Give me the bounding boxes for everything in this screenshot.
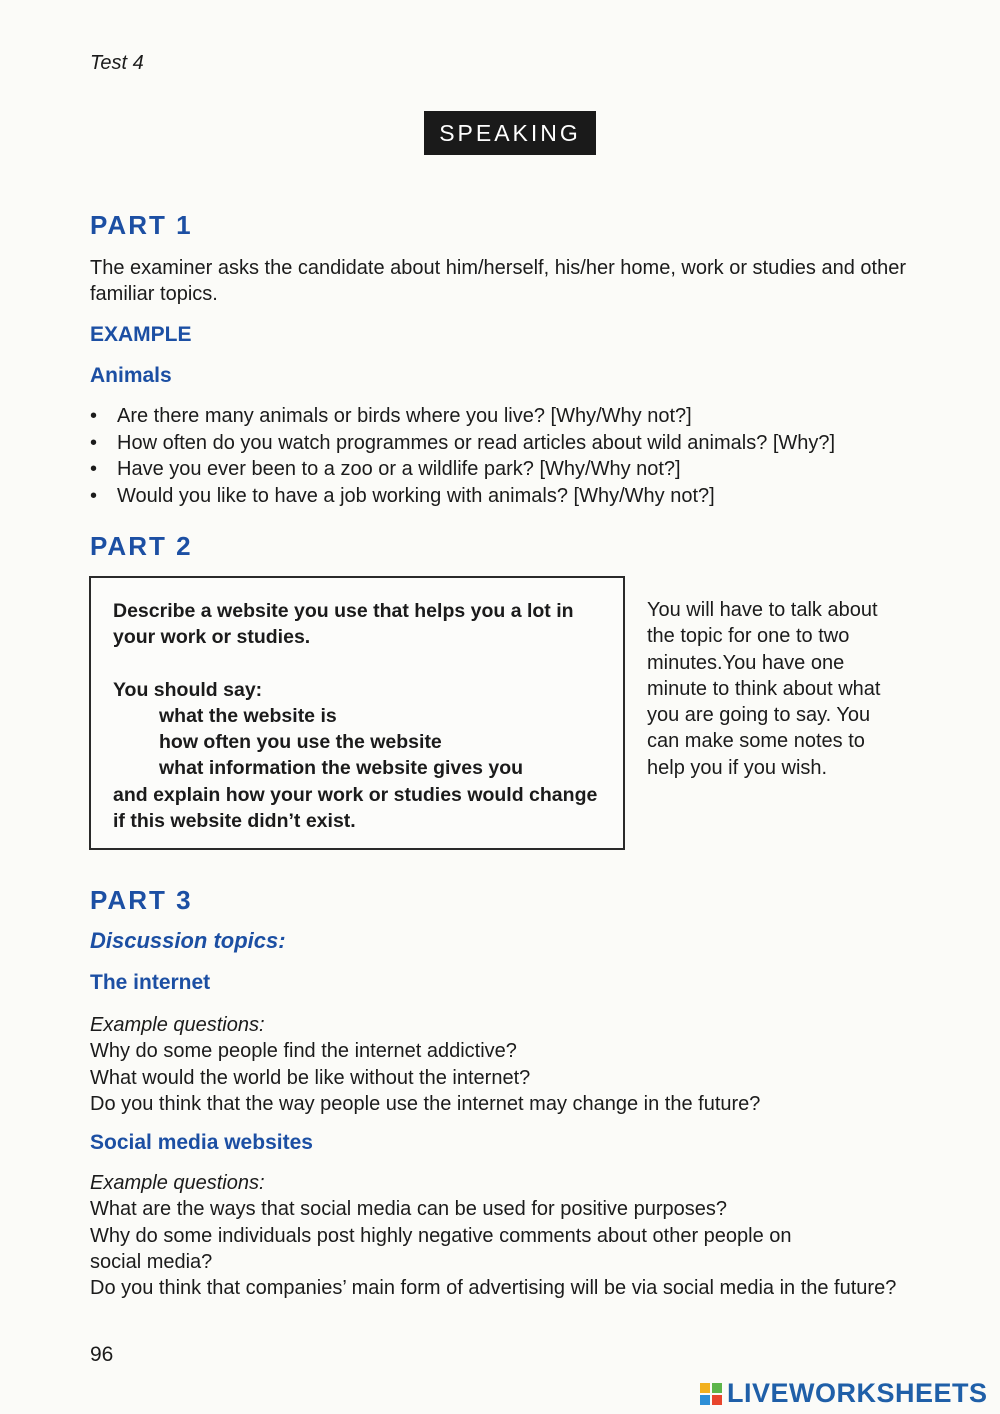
logo-square	[700, 1395, 710, 1405]
logo-square	[700, 1383, 710, 1393]
part-1-intro: The examiner asks the candidate about him/herself, his/her home, work or studies and other familiar topics.	[90, 257, 906, 305]
example-questions-label: Example questions:	[90, 1172, 265, 1194]
logo-text: LIVEWORKSHEETS	[727, 1378, 988, 1408]
social-media-questions	[90, 1170, 950, 1301]
discussion-question: What would the world be like without the internet?	[90, 1066, 531, 1089]
part-3-heading: PART 3	[90, 885, 193, 915]
discussion-question: Do you think that companies’ main form of advertising will be via social media in the future?	[90, 1277, 897, 1300]
list-item: • Would you like to have a job working with animals? [Why/Why not?]	[90, 483, 835, 510]
cue-card-task: Describe a website you use that helps you a lot in your work or studies.	[113, 600, 574, 649]
discussion-topics-label: Discussion topics:	[90, 928, 286, 953]
discussion-question: Why do some people find the internet addictive?	[90, 1040, 517, 1063]
cue-card	[89, 576, 625, 850]
cue-card-point: what the website is	[159, 704, 337, 727]
cue-card-should-say: You should say:	[113, 678, 263, 701]
part-1-heading: PART 1	[90, 210, 193, 240]
part-2-heading: PART 2	[90, 531, 193, 561]
list-item: • Have you ever been to a zoo or a wildlife park? [Why/Why not?]	[90, 456, 835, 483]
example-questions-label: Example questions:	[90, 1014, 265, 1036]
running-header: Test 4	[90, 52, 144, 74]
internet-questions	[90, 1012, 950, 1117]
discussion-question: Do you think that the way people use the internet may change in the future?	[90, 1092, 761, 1115]
cue-card-point: how often you use the website	[159, 731, 442, 754]
topic-heading-social-media: Social media websites	[90, 1131, 313, 1154]
example-label: EXAMPLE	[90, 323, 192, 346]
section-banner: SPEAKING	[424, 111, 596, 155]
part-1-question-list	[90, 403, 835, 509]
liveworksheets-logo[interactable]	[700, 1378, 988, 1409]
list-item: • How often do you watch programmes or read articles about wild animals? [Why?]	[90, 430, 835, 457]
logo-square	[712, 1383, 722, 1393]
topic-heading-internet: The internet	[90, 971, 211, 994]
cue-card-explain: and explain how your work or studies would change if this website didn’t exist.	[113, 783, 598, 833]
discussion-question: What are the ways that social media can be used for positive purposes?	[90, 1198, 728, 1221]
logo-grid-icon	[700, 1383, 722, 1405]
discussion-question: Why do some individuals post highly negative comments about other people on social media?	[90, 1224, 792, 1273]
logo-square	[712, 1395, 722, 1405]
part-2-instructions: You will have to talk about the topic for one to two minutes.You have one minute to think about what you are going to say. You can make some notes to help you if you wish.	[647, 599, 881, 779]
page-number: 96	[90, 1343, 114, 1366]
list-item: • Are there many animals or birds where you live? [Why/Why not?]	[90, 403, 835, 430]
cue-card-point: what information the website gives you	[159, 757, 524, 780]
topic-heading-animals: Animals	[90, 364, 172, 387]
